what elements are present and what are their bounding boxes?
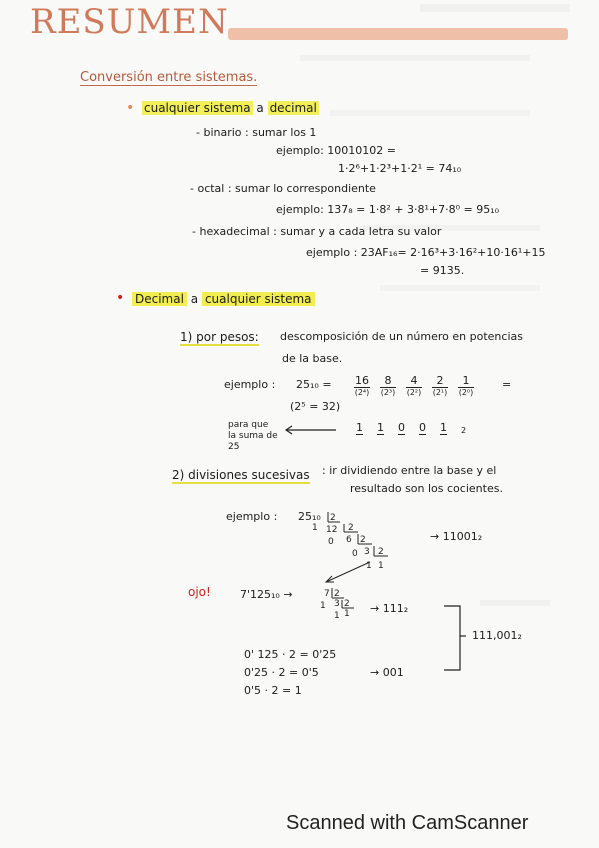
svg-text:3: 3 [364, 547, 370, 557]
frac-line-1: 0' 125 · 2 = 0'25 [244, 648, 337, 661]
division-result: → 11001₂ [430, 530, 483, 543]
frac-line-3: 0'5 · 2 = 1 [244, 684, 302, 697]
weights-row [354, 374, 474, 397]
svg-text:2: 2 [360, 535, 366, 545]
bullet2-heading: Decimal a cualquier sistema [132, 292, 315, 306]
frac-result: → 001 [370, 666, 404, 679]
svg-text:1: 1 [320, 601, 326, 611]
power-note: (2⁵ = 32) [290, 400, 341, 413]
svg-text:6: 6 [346, 535, 352, 545]
svg-text:0: 0 [352, 549, 358, 559]
svg-text:1: 1 [312, 523, 318, 533]
svg-text:2: 2 [378, 547, 384, 557]
binary-example: ejemplo: 10010102 = [276, 144, 396, 157]
step1-text: descomposición de un número en potencias [280, 330, 523, 343]
svg-text:0: 0 [328, 537, 334, 547]
bracket-icon [442, 604, 468, 674]
hex-label: - hexadecimal : sumar y a cada letra su valor [192, 225, 442, 238]
step1-heading: 1) por pesos: [180, 330, 259, 344]
binary-label: - binario : sumar los 1 [196, 126, 317, 139]
svg-text:1: 1 [378, 561, 384, 571]
dividend: 25₁₀ [298, 510, 321, 523]
step2-text: : ir dividiendo entre la base y el [322, 464, 497, 477]
step1-example-label: ejemplo : [224, 378, 276, 391]
binary-example-2: 1·2⁶+1·2³+1·2¹ = 74₁₀ [338, 162, 462, 175]
weight-item: 8 (2³) [380, 374, 396, 397]
svg-text:1: 1 [344, 609, 350, 619]
frac-line-2: 0'25 · 2 = 0'5 [244, 666, 319, 679]
octal-example: ejemplo: 137₈ = 1·8² + 3·8¹+7·8⁰ = 95₁₀ [276, 203, 500, 216]
weight-item: 1 (2⁰) [458, 374, 474, 397]
title-highlight-bar [228, 28, 568, 40]
hex-example-2: = 9135. [420, 264, 465, 277]
para-note: para que la suma de 25 [228, 420, 278, 452]
bullet1-heading: cualquier sistema a decimal [144, 101, 317, 115]
division-diagram [296, 506, 416, 586]
svg-text:7: 7 [324, 589, 330, 599]
svg-text:2: 2 [348, 523, 354, 533]
left-arrow-icon [284, 424, 338, 436]
weight-item: 2 (2¹) [432, 374, 448, 397]
section-title: Conversión entre sistemas. [80, 70, 258, 85]
weight-item: 4 (2²) [406, 374, 422, 397]
svg-text:1: 1 [334, 611, 340, 621]
weights-eq: = [502, 378, 512, 391]
step2-text-2: resultado son los cocientes. [350, 482, 503, 495]
weight-item: 16 (2⁴) [354, 374, 370, 397]
step1-text-2: de la base. [282, 352, 343, 365]
step1-eq: 25₁₀ = [296, 378, 332, 391]
ojo-number: 7'125₁₀ → [240, 588, 293, 601]
svg-text:12: 12 [326, 525, 338, 535]
svg-text:3: 3 [334, 599, 340, 609]
bullet-dot-red: • [116, 290, 125, 306]
step2-heading: 2) divisiones sucesivas [172, 468, 310, 482]
ojo-label: ojo! [188, 585, 211, 599]
svg-text:2: 2 [330, 513, 336, 523]
bits-row: 1 1 0 0 1 2 [356, 421, 467, 435]
ojo-int-result: → 111₂ [370, 602, 409, 615]
svg-text:2: 2 [334, 589, 340, 599]
svg-text:1: 1 [366, 561, 372, 571]
step2-example-label: ejemplo : [226, 510, 278, 523]
scanner-watermark: Scanned with CamScanner [286, 812, 529, 834]
page-title: RESUMEN [30, 2, 229, 42]
hex-example: ejemplo : 23AF₁₆= 2·16³+3·16²+10·16¹+15 [306, 246, 546, 259]
bullet-dot: • [126, 100, 135, 116]
svg-text:2: 2 [344, 599, 350, 609]
final-result: 111,001₂ [472, 629, 522, 642]
octal-label: - octal : sumar lo correspondiente [190, 182, 376, 195]
